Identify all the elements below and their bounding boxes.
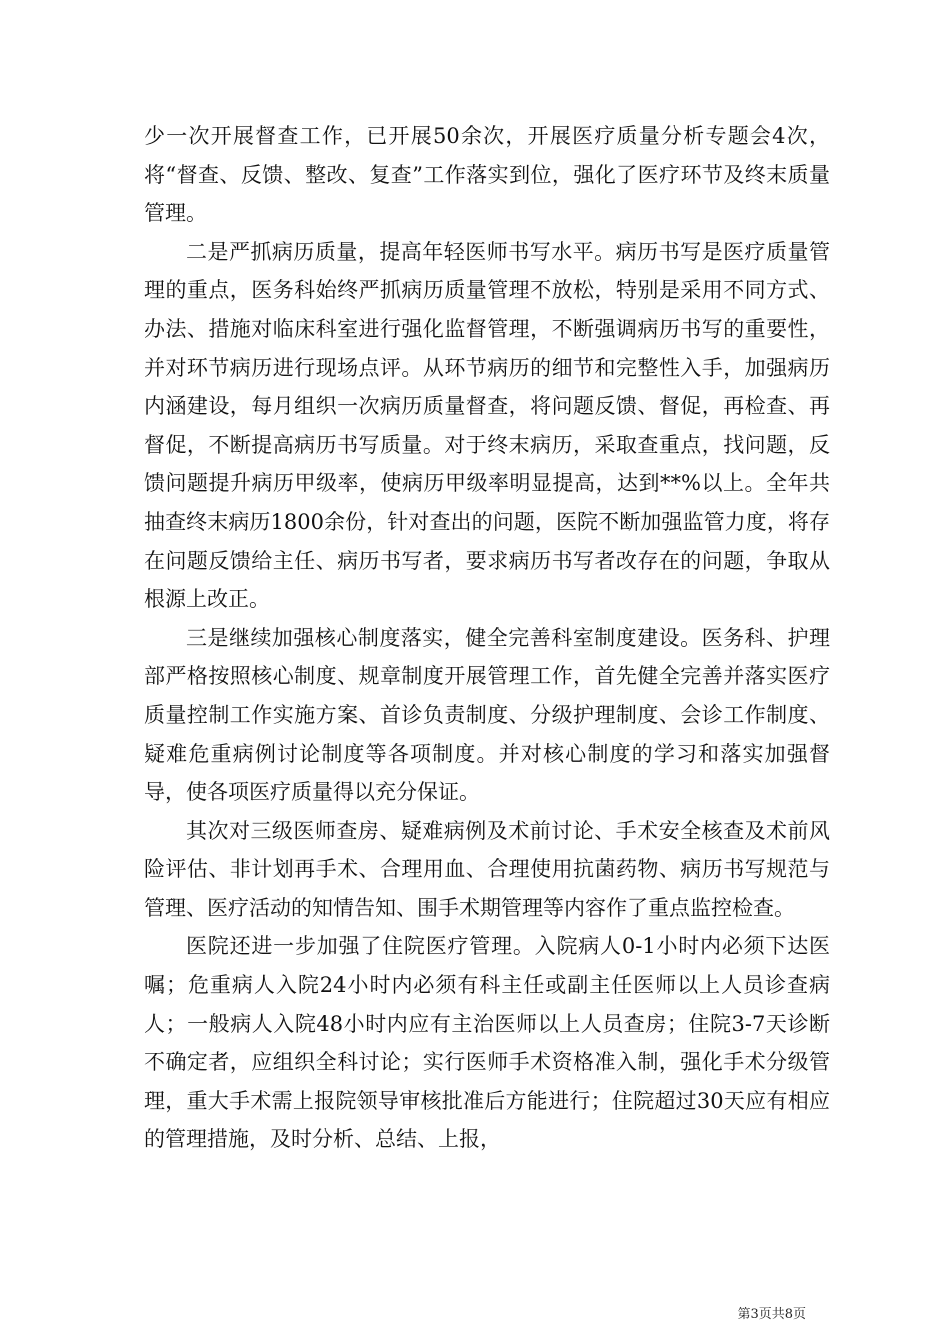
- paragraph-3: 三是继续加强核心制度落实，健全完善科室制度建设。医务科、护理部严格按照核心制度、规章制度开展管理工作，首先健全完善并落实医疗质量控制工作实施方案、首诊负责制度、分级护理制度、会诊工作制度、疑难危重病例讨论制度等各项制度。并对核心制度的学习和落实加强督导，使各项医疗质量得以充分保证。: [144, 625, 830, 805]
- paragraph-1: 少一次开展督查工作，已开展50余次，开展医疗质量分析专题会4次，将“督查、反馈、整改、复查”工作落实到位，强化了医疗环节及终末质量管理。: [144, 124, 830, 226]
- document-body: [144, 117, 830, 1159]
- paragraph-5: 医院还进一步加强了住院医疗管理。入院病人0-1小时内必须下达医嘱；危重病人入院24小时内必须有科主任或副主任医师以上人员诊查病人；一般病人入院48小时内应有主治医师以上人员查房；住院3-7天诊断不确定者，应组织全科讨论；实行医师手术资格准入制，强化手术分级管理，重大手术需上报院领导审核批准后方能进行；住院超过30天应有相应的管理措施，及时分析、总结、上报，: [144, 934, 830, 1152]
- paragraph-2: 二是严抓病历质量，提高年轻医师书写水平。病历书写是医疗质量管理的重点，医务科始终严抓病历质量管理不放松，特别是采用不同方式、办法、措施对临床科室进行强化监督管理，不断强调病历书写的重要性，并对环节病历进行现场点评。从环节病历的细节和完整性入手，加强病历内涵建设，每月组织一次病历质量督查，将问题反馈、督促，再检查、再督促，不断提高病历书写质量。对于终末病历，采取查重点，找问题，反馈问题提升病历甲级率，使病历甲级率明显提高，达到**%以上。全年共抽查终末病历1800余份，针对查出的问题，医院不断加强监管力度，将存在问题反馈给主任、病历书写者，要求病历书写者改存在的问题，争取从根源上改正。: [144, 239, 830, 612]
- paragraph-4: 其次对三级医师查房、疑难病例及术前讨论、手术安全核查及术前风险评估、非计划再手术、合理用血、合理使用抗菌药物、病历书写规范与管理、医疗活动的知情告知、围手术期管理等内容作了重点监控检查。: [144, 818, 830, 920]
- page-number-footer: 第3页共8页: [737, 1307, 806, 1322]
